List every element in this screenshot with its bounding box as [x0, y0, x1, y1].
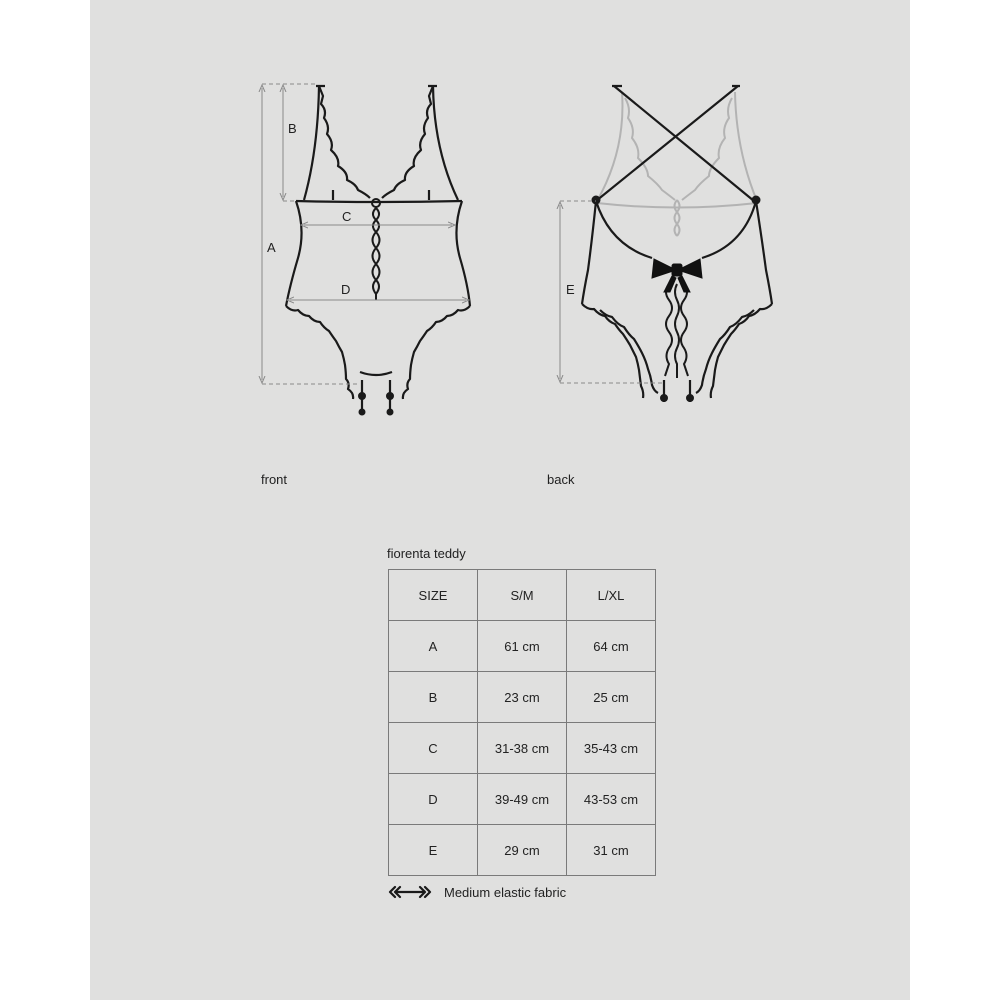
table-cell: 43-53 cm	[567, 774, 656, 825]
back-view-drawing	[582, 86, 772, 402]
table-cell: E	[389, 825, 478, 876]
table-header-cell: S/M	[478, 570, 567, 621]
dimension-b-label: B	[288, 121, 297, 136]
table-row	[389, 621, 656, 672]
table-cell: 35-43 cm	[567, 723, 656, 774]
table-cell: B	[389, 672, 478, 723]
table-row	[389, 672, 656, 723]
table-cell: 61 cm	[478, 621, 567, 672]
table-cell: 64 cm	[567, 621, 656, 672]
table-row	[389, 723, 656, 774]
table-cell: 25 cm	[567, 672, 656, 723]
dimension-a-label: A	[267, 240, 276, 255]
front-center-chain	[359, 199, 393, 415]
dimension-c-label: C	[342, 209, 352, 224]
table-cell: 23 cm	[478, 672, 567, 723]
fabric-note	[388, 884, 566, 900]
table-row	[389, 825, 656, 876]
table-cell: C	[389, 723, 478, 774]
back-front-lace-faded	[597, 92, 757, 236]
table-cell: 31-38 cm	[478, 723, 567, 774]
bow-icon	[652, 259, 702, 292]
double-arrow-icon	[388, 885, 432, 899]
back-view-label: back	[547, 472, 575, 487]
table-cell: 29 cm	[478, 825, 567, 876]
table-cell: 39-49 cm	[478, 774, 567, 825]
table-row	[389, 774, 656, 825]
table-cell: 31 cm	[567, 825, 656, 876]
front-view-label: front	[261, 472, 288, 487]
back-dimension-lines	[560, 201, 662, 383]
size-table	[388, 569, 656, 876]
table-header-cell: L/XL	[567, 570, 656, 621]
table-cell: D	[389, 774, 478, 825]
table-header-cell: SIZE	[389, 570, 478, 621]
dimension-d-label: D	[341, 282, 351, 297]
product-name: fiorenta teddy	[387, 546, 466, 561]
dimension-e-label: E	[566, 282, 575, 297]
fabric-note-text: Medium elastic fabric	[444, 884, 567, 900]
table-cell: A	[389, 621, 478, 672]
table-header-row	[389, 570, 656, 621]
